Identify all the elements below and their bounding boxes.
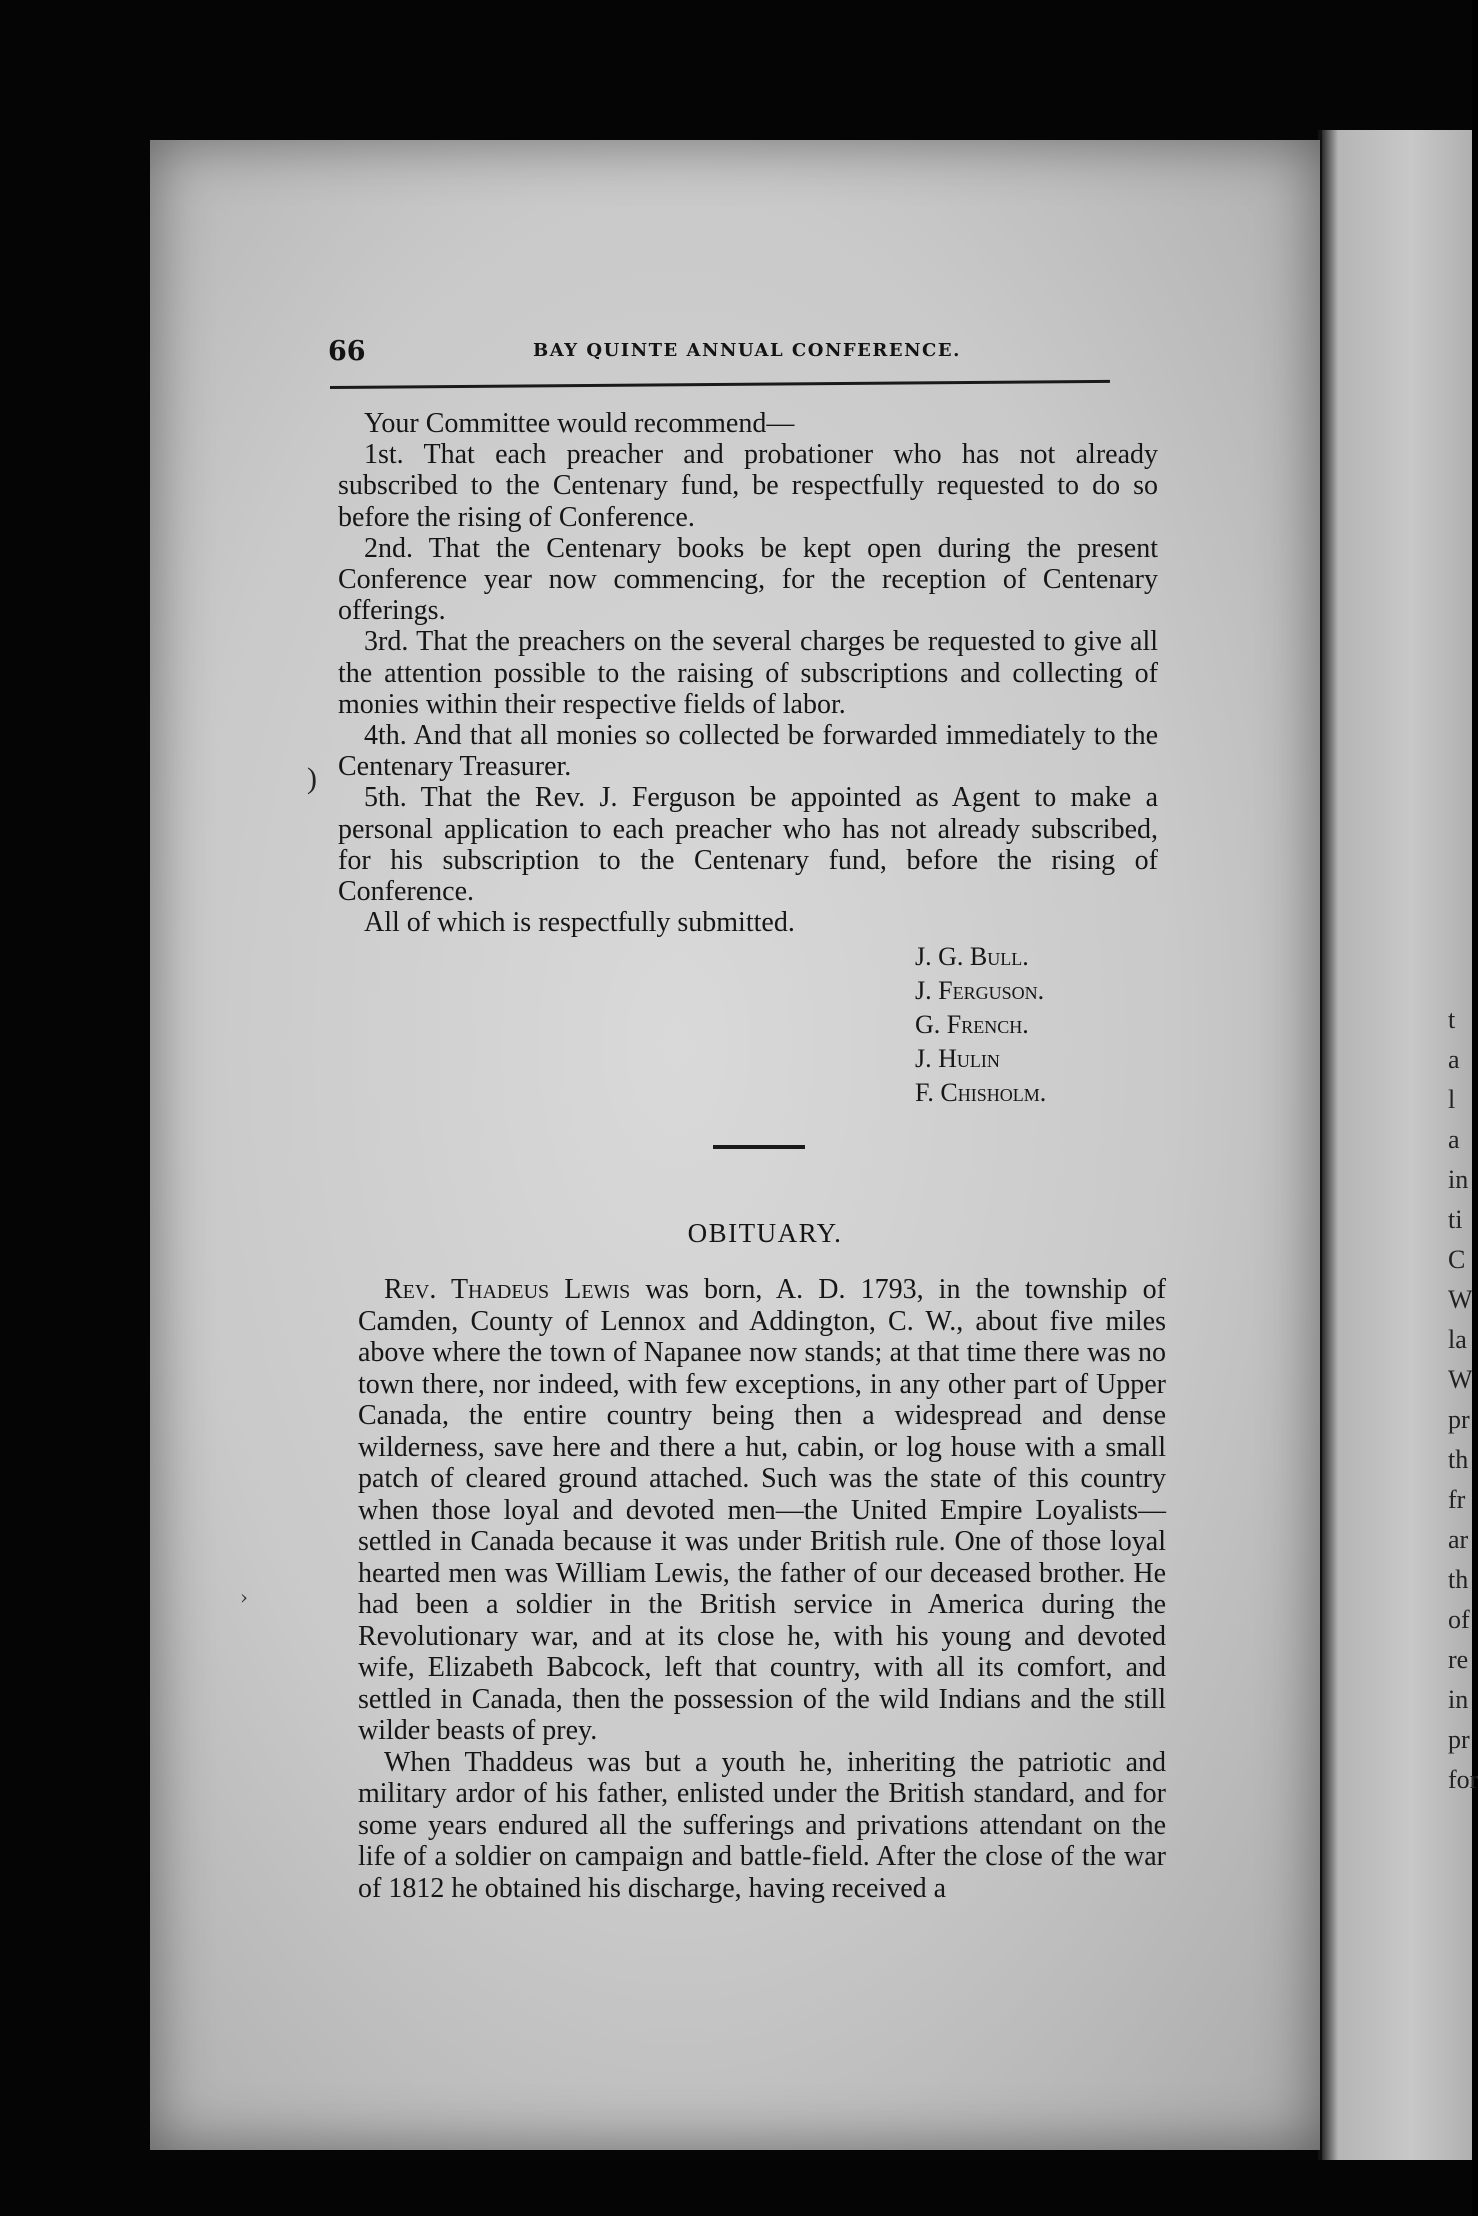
signature-name: G. French. [915, 1010, 1029, 1039]
obituary-paragraph-text: was born, A. D. 1793, in the township of Camden, County of Lennox and Addington, C. W., about five miles above where the town of Napanee now stands; at that time there was no town there, nor indeed, with few exceptions, in any other part of Upper Canada, the entire country being then a widespread and dense wilderness, save here and there a hut, cabin, or log house with a small patch of cleared ground attached. Such was the state of this country when those loyal and devoted men—the United Empire Loyalists—settled in Canada because it was under British rule. One of those loyal hearted men was William Lewis, the father of our deceased brother. He had been a soldier in the British service in America during the Revolutionary war, and at its close he, with his young and devoted wife, Elizabeth Babcock, left that country, with all its comfort, and settled in Canada, then the possession of the wild Indians and the still wilder beasts of prey. [358, 1274, 1166, 1746]
report-item-5: 5th. That the Rev. J. Ferguson be appointed as Agent to make a personal application to each preacher who has not already subscribed, for his subscription to the Centenary fund, before the rising of Conference. [338, 782, 1158, 908]
running-head: BAY QUINTE ANNUAL CONFERENCE. [533, 340, 961, 361]
margin-mark: ) [307, 762, 317, 795]
obituary-body [358, 1274, 1166, 1904]
adjacent-page-edge-text: t a l a in ti C W la W pr th fr ar th of re in pr for [1448, 1005, 1478, 1794]
report-item-4: 4th. And that all monies so collected be forwarded immediately to the Centenary Treasurer. [338, 720, 1158, 783]
report-item-3: 3rd. That the preachers on the several charges be requested to give all the attention possible to the raising of subscriptions and collecting of monies within their respective fields of labor. [338, 626, 1158, 720]
report-item-2: 2nd. That the Centenary books be kept open during the present Conference year now commencing, for the reception of Centenary offerings. [338, 532, 1158, 627]
signature-name: J. Ferguson. [915, 976, 1045, 1005]
signature-name: J. G. Bull. [915, 942, 1029, 971]
page-number: 66 [328, 336, 366, 367]
signature-name: F. Chisholm. [915, 1078, 1047, 1107]
signature-name: J. Hulin [915, 1044, 1000, 1073]
obituary-paragraph: When Thaddeus was but a youth he, inheriting the patriotic and military ardor of his father, enlisted under the British standard, and for some years endured all the sufferings and privations attendant on the life of a soldier on campaign and battle-field. After the close of the war of 1812 he obtained his discharge, having received a [358, 1746, 1166, 1904]
section-divider [713, 1145, 805, 1149]
margin-mark: › [240, 1585, 248, 1609]
report-closing: All of which is respectfully submitted. [364, 907, 795, 939]
report-item-1: 1st. That each preacher and probationer who has not already subscribed to the Centenary fund, be respectfully requested to do so before the rising of Conference. [338, 439, 1158, 533]
report-intro: Your Committee would recommend— [364, 408, 795, 439]
obituary-lead-name: Rev. Thadeus Lewis [384, 1274, 631, 1305]
obituary-title: OBITUARY. [687, 1218, 843, 1248]
signature-list [915, 940, 1046, 1110]
obituary-paragraph [358, 1274, 1166, 1747]
committee-report [338, 408, 1158, 938]
